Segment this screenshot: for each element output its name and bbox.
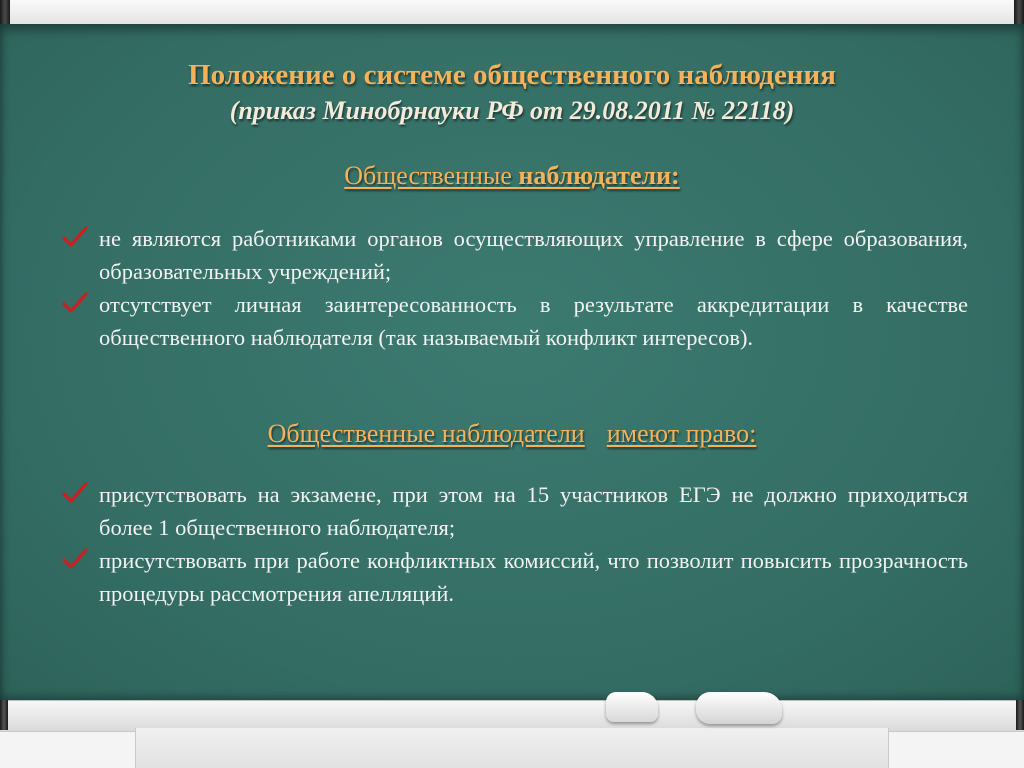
eraser-large [696,692,782,724]
list-item [62,222,968,288]
list-item-text: не являются работниками органов осуществляющих управление в сфере образования, образовательных учреждений; [99,226,968,284]
list-item [62,288,968,354]
slide-subtitle: (приказ Минобрнауки РФ от 29.08.2011 № 22118) [229,96,795,125]
section1-heading-part2: наблюдатели: [518,161,680,190]
slide-title: Положение о системе общественного наблюдения [188,59,836,91]
frame-post-right-bottom [1016,700,1024,730]
eraser-small [606,692,658,722]
board-frame-top [0,0,1024,25]
list-item [62,544,968,610]
frame-post-right [1014,0,1024,26]
section2-list [62,478,968,610]
checkmark-icon [62,547,88,571]
section2-heading-part2: имеют право: [606,419,757,448]
section1-heading [0,160,1024,192]
frame-post-left [0,0,10,26]
checkmark-icon [62,481,88,505]
section2-heading-part1: Общественные наблюдатели [267,419,585,448]
section2-heading [0,418,1024,450]
list-item-text: присутствовать на экзамене, при этом на 15 участников ЕГЭ не должно приходиться более 1 общественного наблюдателя; [99,482,968,540]
list-item-text: отсутствует личная заинтересованность в результате аккредитации в качестве общественного наблюдателя (так называемый конфликт интересов). [99,292,968,350]
section1-heading-part1: Общественные [344,161,519,190]
checkmark-icon [62,291,88,315]
chalk-tray [135,728,889,768]
section1-list [62,222,968,354]
list-item [62,478,968,544]
checkmark-icon [62,225,88,249]
list-item-text: присутствовать при работе конфликтных комиссий, что позволит повысить прозрачность процедуры рассмотрения апелляций. [99,548,968,606]
frame-post-left-bottom [0,700,8,730]
